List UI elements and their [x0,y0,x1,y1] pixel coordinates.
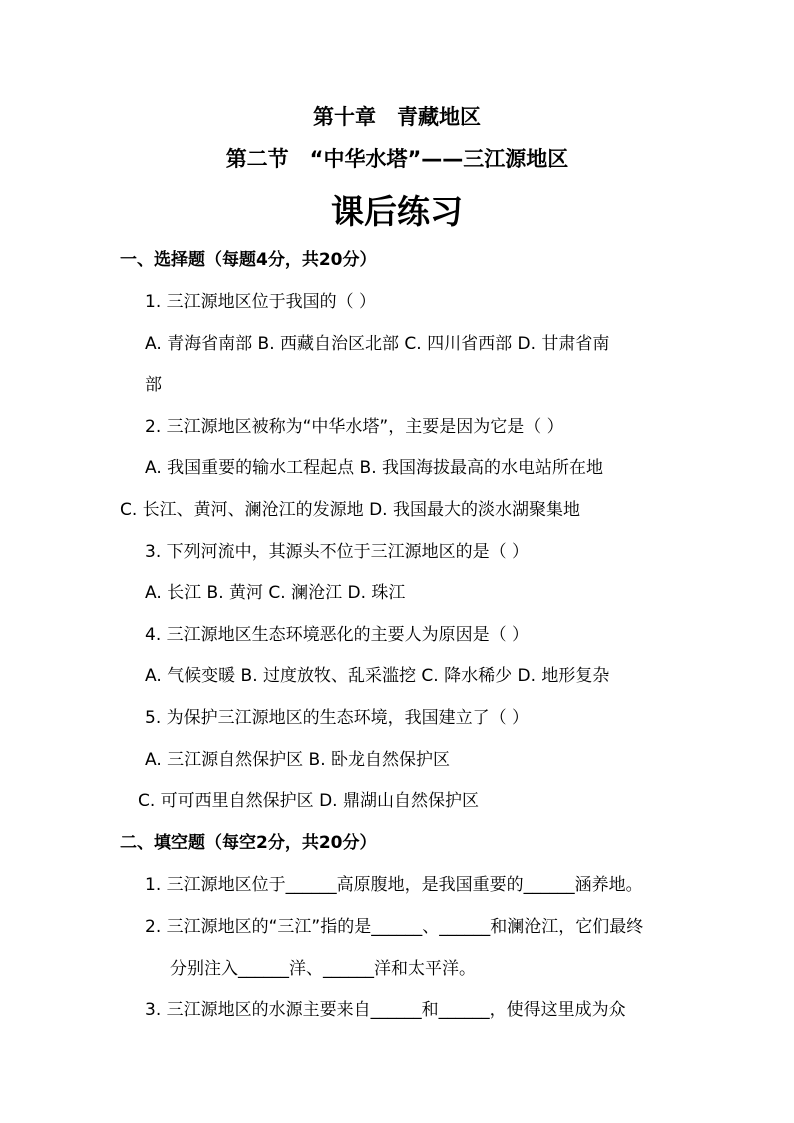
question-text: 3. 下列河流中，其源头不位于三江源地区的是（ ） [145,542,530,562]
options-text: A. 三江源自然保护区 B. 卧龙自然保护区 [145,750,451,770]
fill-blank-text: 1. 三江源地区位于______高原腹地，是我国重要的______涵养地。 [145,875,643,895]
options-text: C. 可可西里自然保护区 D. 鼎湖山自然保护区 [138,791,479,811]
fill-blank-text: 3. 三江源地区的水源主要来自______和______，使得这里成为众 [145,1000,626,1020]
question-text: 2. 三江源地区被称为“中华水塔”，主要是因为它是（ ） [145,417,564,437]
fill-blank-text: 分别注入______洋、______洋和太平洋。 [170,959,476,979]
options-text: A. 我国重要的输水工程起点 B. 我国海拔最高的水电站所在地 [145,458,604,478]
section-title: 第二节 “中华水塔”——三江源地区 [225,147,569,171]
options-text: A. 气候变暖 B. 过度放牧、乱采滥挖 C. 降水稀少 D. 地形复杂 [145,666,610,686]
part2-heading: 二、填空题（每空2分，共20分） [120,833,377,853]
question-text: 1. 三江源地区位于我国的（ ） [145,292,377,312]
options-text: A. 青海省南部 B. 西藏自治区北部 C. 四川省西部 D. 甘肃省南 [145,334,610,354]
options-text: C. 长江、黄河、澜沧江的发源地 D. 我国最大的淡水湖聚集地 [120,500,580,520]
options-text: A. 长江 B. 黄河 C. 澜沧江 D. 珠江 [145,583,406,603]
chapter-title: 第十章 青藏地区 [313,105,481,129]
question-text: 4. 三江源地区生态环境恶化的主要人为原因是（ ） [145,625,530,645]
fill-blank-text: 2. 三江源地区的“三江”指的是______、______和澜沧江，它们最终 [145,917,644,937]
part1-heading: 一、选择题（每题4分，共20分） [120,250,377,270]
options-text: 部 [145,375,162,395]
page-title: 课后练习 [331,192,463,231]
question-text: 5. 为保护三江源地区的生态环境，我国建立了（ ） [145,708,530,728]
